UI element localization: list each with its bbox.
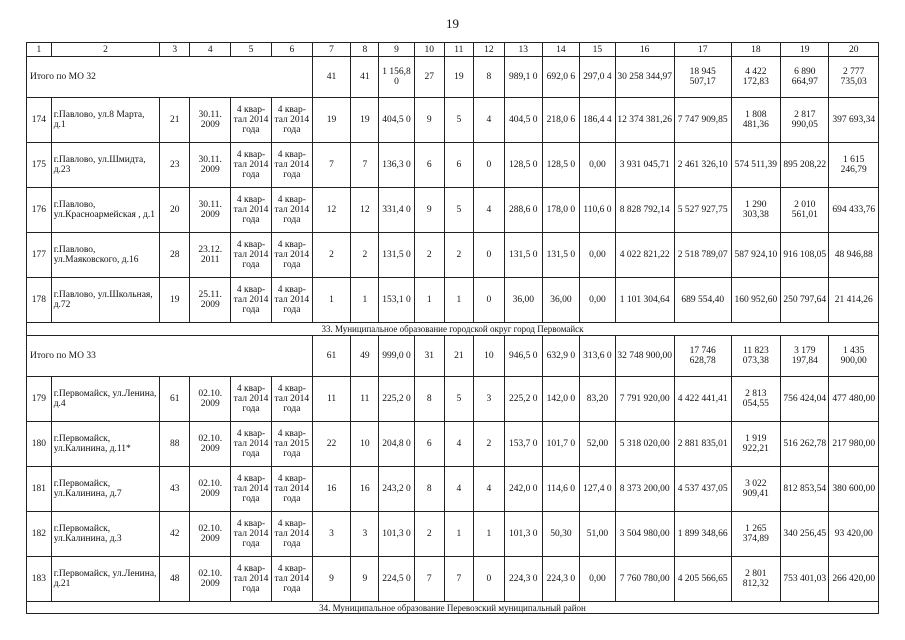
column-header: 9 — [379, 43, 414, 57]
table-cell: 2 817 990,05 — [781, 98, 829, 143]
table-cell: 2 813 054,55 — [731, 377, 780, 422]
table-cell: 3 — [473, 377, 504, 422]
table-cell: 4 квар- тал 2014 года — [231, 188, 272, 233]
table-cell: 224,3 0 — [542, 557, 580, 602]
table-cell: 7 — [351, 143, 379, 188]
table-cell: 153,1 0 — [379, 278, 414, 323]
table-cell: 30.11. 2009 — [190, 188, 231, 233]
table-cell: 16 — [312, 467, 351, 512]
table-cell: г.Павлово, ул.Красноармейская , д.1 — [51, 188, 160, 233]
table-cell: 3 022 909,41 — [731, 467, 780, 512]
table-cell: 88 — [160, 422, 190, 467]
table-cell: 895 208,22 — [781, 143, 829, 188]
total-cell: 30 258 344,97 — [615, 57, 674, 98]
table-cell: 02.10. 2009 — [190, 512, 231, 557]
table-cell: 689 554,40 — [674, 278, 731, 323]
total-cell: 49 — [351, 336, 379, 377]
table-cell: 23.12. 2011 — [190, 233, 231, 278]
column-header: 1 — [27, 43, 52, 57]
table-cell: 4 квар- тал 2014 года — [271, 512, 312, 557]
total-cell: 10 — [473, 336, 504, 377]
table-cell: 21 414,26 — [829, 278, 879, 323]
table-cell: 224,3 0 — [505, 557, 543, 602]
data-table — [26, 42, 879, 614]
table-cell: 225,2 0 — [505, 377, 543, 422]
total-cell: 17 746 628,78 — [674, 336, 731, 377]
table-cell: 10 — [351, 422, 379, 467]
column-header: 18 — [731, 43, 780, 57]
table-cell: 1 — [414, 278, 444, 323]
table-cell: 02.10. 2009 — [190, 422, 231, 467]
table-cell: 4 205 566,65 — [674, 557, 731, 602]
table-cell: 6 — [444, 143, 473, 188]
table-cell: г.Первомайск, ул.Калинина, д.3 — [51, 512, 160, 557]
total-cell: 3 179 197,84 — [781, 336, 829, 377]
table-cell: 8 — [414, 467, 444, 512]
table-cell: 1 101 304,64 — [615, 278, 674, 323]
table-cell: 4 — [444, 422, 473, 467]
table-cell: 2 — [444, 233, 473, 278]
table-cell: 0,00 — [580, 233, 615, 278]
table-cell: 131,5 0 — [379, 233, 414, 278]
total-cell: 21 — [444, 336, 473, 377]
table-cell: г.Первомайск, ул.Ленина, д.21 — [51, 557, 160, 602]
section-row — [27, 602, 879, 614]
table-cell: 7 — [414, 557, 444, 602]
table-cell: 1 — [473, 512, 504, 557]
column-header: 4 — [190, 43, 231, 57]
table-cell: 0,00 — [580, 143, 615, 188]
table-cell: 4 квар- тал 2014 года — [231, 98, 272, 143]
table-cell: 9 — [312, 557, 351, 602]
table-cell: 217 980,00 — [829, 422, 879, 467]
table-cell: 2 801 812,32 — [731, 557, 780, 602]
table-cell: 8 — [414, 377, 444, 422]
table-cell: 101,3 0 — [505, 512, 543, 557]
table-cell: 266 420,00 — [829, 557, 879, 602]
table-cell: 180 — [27, 422, 52, 467]
table-cell: 175 — [27, 143, 52, 188]
total-cell: 1 435 900,00 — [829, 336, 879, 377]
table-cell: 4 022 821,22 — [615, 233, 674, 278]
table-cell: 128,5 0 — [542, 143, 580, 188]
column-header: 12 — [473, 43, 504, 57]
table-cell: 7 — [444, 557, 473, 602]
table-cell: 4 422 441,41 — [674, 377, 731, 422]
table-cell: 136,3 0 — [379, 143, 414, 188]
table-cell: 182 — [27, 512, 52, 557]
table-cell: 916 108,05 — [781, 233, 829, 278]
table-cell: 22 — [312, 422, 351, 467]
table-row — [27, 98, 879, 143]
table-cell: 587 924,10 — [731, 233, 780, 278]
column-header: 2 — [51, 43, 160, 57]
table-cell: 101,3 0 — [379, 512, 414, 557]
table-cell: 127,4 0 — [580, 467, 615, 512]
table-cell: 4 квар- тал 2015 года — [271, 422, 312, 467]
table-cell: 4 квар- тал 2014 года — [271, 188, 312, 233]
table-cell: 340 256,45 — [781, 512, 829, 557]
table-cell: 2 — [312, 233, 351, 278]
table-cell: г.Павлово, ул.Школьная, д.72 — [51, 278, 160, 323]
table-cell: 4 квар- тал 2014 года — [271, 377, 312, 422]
table-cell: 36,00 — [542, 278, 580, 323]
table-cell: 2 881 835,01 — [674, 422, 731, 467]
total-cell: 989,1 0 — [505, 57, 543, 98]
table-cell: 160 952,60 — [731, 278, 780, 323]
table-cell: 2 010 561,01 — [781, 188, 829, 233]
table-cell: 131,5 0 — [542, 233, 580, 278]
page-number: 19 — [446, 16, 459, 31]
table-cell: 224,5 0 — [379, 557, 414, 602]
column-header: 10 — [414, 43, 444, 57]
table-cell: 12 374 381,26 — [615, 98, 674, 143]
table-cell: 4 квар- тал 2014 года — [271, 557, 312, 602]
table-row — [27, 467, 879, 512]
table-cell: 0,00 — [580, 278, 615, 323]
table-cell: 5 318 020,00 — [615, 422, 674, 467]
table-cell: 2 461 326,10 — [674, 143, 731, 188]
table-cell: 19 — [312, 98, 351, 143]
table-cell: 4 — [473, 467, 504, 512]
table-cell: 02.10. 2009 — [190, 377, 231, 422]
table-row — [27, 278, 879, 323]
table-cell: 36,00 — [505, 278, 543, 323]
table-row — [27, 143, 879, 188]
table-cell: 0 — [473, 143, 504, 188]
total-cell: 41 — [312, 57, 351, 98]
column-header: 8 — [351, 43, 379, 57]
table-cell: 52,00 — [580, 422, 615, 467]
table-row — [27, 377, 879, 422]
table-cell: 43 — [160, 467, 190, 512]
table-cell: 142,0 0 — [542, 377, 580, 422]
total-cell: 1 156,8 0 — [379, 57, 414, 98]
table-cell: 177 — [27, 233, 52, 278]
table-cell: 225,2 0 — [379, 377, 414, 422]
table-cell: 243,2 0 — [379, 467, 414, 512]
total-cell: 61 — [312, 336, 351, 377]
table-cell: 21 — [160, 98, 190, 143]
table-cell: 7 791 920,00 — [615, 377, 674, 422]
table-row — [27, 557, 879, 602]
table-cell: 0 — [473, 557, 504, 602]
table-cell: 61 — [160, 377, 190, 422]
column-header: 7 — [312, 43, 351, 57]
table-cell: 4 квар- тал 2014 года — [231, 233, 272, 278]
table-cell: 8 828 792,14 — [615, 188, 674, 233]
total-row — [27, 57, 879, 98]
table-cell: 2 — [351, 233, 379, 278]
table-cell: 20 — [160, 188, 190, 233]
table-cell: 30.11. 2009 — [190, 98, 231, 143]
table-cell: 50,30 — [542, 512, 580, 557]
table-cell: 1 899 348,66 — [674, 512, 731, 557]
table-cell: 1 919 922,21 — [731, 422, 780, 467]
table-cell: 5 527 927,75 — [674, 188, 731, 233]
table-cell: 51,00 — [580, 512, 615, 557]
column-header: 3 — [160, 43, 190, 57]
table-cell: г.Павлово, ул.Маяковского, д.16 — [51, 233, 160, 278]
total-cell: 8 — [473, 57, 504, 98]
total-cell: 19 — [444, 57, 473, 98]
table-cell: 101,7 0 — [542, 422, 580, 467]
table-cell: 4 квар- тал 2014 года — [231, 422, 272, 467]
table-cell: 9 — [414, 98, 444, 143]
table-cell: 16 — [351, 467, 379, 512]
table-cell: г.Павлово, ул.Шмидта, д.23 — [51, 143, 160, 188]
table-cell: 4 — [473, 188, 504, 233]
table-cell: 1 615 246,79 — [829, 143, 879, 188]
table-cell: 4 квар- тал 2014 года — [231, 278, 272, 323]
total-cell: 31 — [414, 336, 444, 377]
total-cell: 4 422 172,83 — [731, 57, 780, 98]
table-cell: 694 433,76 — [829, 188, 879, 233]
total-row — [27, 336, 879, 377]
table-cell: 4 квар- тал 2014 года — [231, 143, 272, 188]
table-cell: 1 265 374,89 — [731, 512, 780, 557]
column-header: 20 — [829, 43, 879, 57]
table-cell: 4 квар- тал 2014 года — [231, 557, 272, 602]
table-cell: 153,7 0 — [505, 422, 543, 467]
table-cell: 516 262,78 — [781, 422, 829, 467]
table-cell: 19 — [351, 98, 379, 143]
table-cell: 4 квар- тал 2014 года — [231, 512, 272, 557]
table-cell: 19 — [160, 278, 190, 323]
table-cell: 9 — [351, 557, 379, 602]
total-cell: 18 945 507,17 — [674, 57, 731, 98]
table-cell: 48 — [160, 557, 190, 602]
table-cell: 8 373 200,00 — [615, 467, 674, 512]
table-row — [27, 422, 879, 467]
table-cell: 28 — [160, 233, 190, 278]
table-cell: 178,0 0 — [542, 188, 580, 233]
table-cell: 4 квар- тал 2014 года — [271, 233, 312, 278]
table-cell: 0,00 — [580, 557, 615, 602]
total-cell: 692,0 6 — [542, 57, 580, 98]
table-cell: 2 518 789,07 — [674, 233, 731, 278]
column-header: 15 — [580, 43, 615, 57]
total-cell: 27 — [414, 57, 444, 98]
table-cell: г.Первомайск, ул.Ленина, д.4 — [51, 377, 160, 422]
table-cell: 11 — [351, 377, 379, 422]
table-cell: 1 — [351, 278, 379, 323]
table-cell: 1 808 481,36 — [731, 98, 780, 143]
table-row — [27, 233, 879, 278]
table-cell: 128,5 0 — [505, 143, 543, 188]
table-cell: 242,0 0 — [505, 467, 543, 512]
table-row — [27, 188, 879, 233]
table-cell: 1 — [312, 278, 351, 323]
column-header: 11 — [444, 43, 473, 57]
table-cell: 1 — [444, 278, 473, 323]
table-cell: 23 — [160, 143, 190, 188]
table-cell: 4 квар- тал 2014 года — [271, 98, 312, 143]
total-cell: 32 748 900,00 — [615, 336, 674, 377]
column-header-row — [27, 43, 879, 57]
table-cell: 181 — [27, 467, 52, 512]
table-cell: 30.11. 2009 — [190, 143, 231, 188]
table-cell: 404,5 0 — [505, 98, 543, 143]
table-cell: 4 квар- тал 2014 года — [231, 377, 272, 422]
table-cell: г.Первомайск, ул.Калинина, д.11* — [51, 422, 160, 467]
section-title: 33. Муниципальное образование городской округ город Первомайск — [27, 323, 879, 336]
total-cell: 41 — [351, 57, 379, 98]
table-cell: 83,20 — [580, 377, 615, 422]
total-label: Итого по МО 32 — [27, 57, 313, 98]
table-cell: 2 — [414, 233, 444, 278]
table-cell: 12 — [351, 188, 379, 233]
table-cell: 12 — [312, 188, 351, 233]
table-cell: 176 — [27, 188, 52, 233]
table-body — [27, 43, 879, 614]
column-header: 13 — [505, 43, 543, 57]
table-cell: 183 — [27, 557, 52, 602]
table-cell: 404,5 0 — [379, 98, 414, 143]
table-cell: г.Павлово, ул.8 Марта, д.1 — [51, 98, 160, 143]
table-cell: 25.11. 2009 — [190, 278, 231, 323]
table-cell: 7 760 780,00 — [615, 557, 674, 602]
table-cell: 756 424,04 — [781, 377, 829, 422]
table-cell: 174 — [27, 98, 52, 143]
table-cell: 186,4 4 — [580, 98, 615, 143]
total-cell: 11 823 073,38 — [731, 336, 780, 377]
table-cell: 6 — [414, 422, 444, 467]
table-cell: 574 511,39 — [731, 143, 780, 188]
table-cell: 288,6 0 — [505, 188, 543, 233]
table-cell: 4 537 437,05 — [674, 467, 731, 512]
table-cell: 179 — [27, 377, 52, 422]
table-cell: 114,6 0 — [542, 467, 580, 512]
table-cell: 110,6 0 — [580, 188, 615, 233]
table-cell: 4 квар- тал 2014 года — [271, 278, 312, 323]
table-cell: 5 — [444, 98, 473, 143]
table-cell: 3 504 980,00 — [615, 512, 674, 557]
table-cell: 5 — [444, 377, 473, 422]
column-header: 6 — [271, 43, 312, 57]
table-cell: 02.10. 2009 — [190, 467, 231, 512]
section-row — [27, 323, 879, 336]
table-cell: 3 — [312, 512, 351, 557]
table-cell: 204,8 0 — [379, 422, 414, 467]
column-header: 16 — [615, 43, 674, 57]
table-cell: 218,0 6 — [542, 98, 580, 143]
table-cell: 2 — [473, 422, 504, 467]
total-cell: 6 890 664,97 — [781, 57, 829, 98]
table-cell: 250 797,64 — [781, 278, 829, 323]
total-cell: 313,6 0 — [580, 336, 615, 377]
table-cell: 0 — [473, 233, 504, 278]
table-cell: 380 600,00 — [829, 467, 879, 512]
table-cell: 0 — [473, 278, 504, 323]
table-cell: 4 — [473, 98, 504, 143]
table-cell: 4 — [444, 467, 473, 512]
table-cell: 9 — [414, 188, 444, 233]
table-cell: 331,4 0 — [379, 188, 414, 233]
table-cell: 02.10. 2009 — [190, 557, 231, 602]
total-cell: 2 777 735,03 — [829, 57, 879, 98]
table-cell: 477 480,00 — [829, 377, 879, 422]
table-cell: 397 693,34 — [829, 98, 879, 143]
table-cell: 1 — [444, 512, 473, 557]
table-cell: 5 — [444, 188, 473, 233]
table-cell: 93 420,00 — [829, 512, 879, 557]
total-cell: 999,0 0 — [379, 336, 414, 377]
table-cell: 753 401,03 — [781, 557, 829, 602]
table-cell: 3 931 045,71 — [615, 143, 674, 188]
table-cell: 1 290 303,38 — [731, 188, 780, 233]
table-cell: 178 — [27, 278, 52, 323]
column-header: 5 — [231, 43, 272, 57]
table-cell: 4 квар- тал 2014 года — [271, 467, 312, 512]
column-header: 14 — [542, 43, 580, 57]
section-title: 34. Муниципальное образование Перевозский муниципальный район — [27, 602, 879, 614]
table-cell: 6 — [414, 143, 444, 188]
column-header: 17 — [674, 43, 731, 57]
table-cell: 4 квар- тал 2014 года — [271, 143, 312, 188]
total-cell: 946,5 0 — [505, 336, 543, 377]
table-cell: 48 946,88 — [829, 233, 879, 278]
total-label: Итого по МО 33 — [27, 336, 313, 377]
total-cell: 632,9 0 — [542, 336, 580, 377]
table-cell: 3 — [351, 512, 379, 557]
table-cell: 812 853,54 — [781, 467, 829, 512]
table-cell: г.Первомайск, ул.Калинина, д.7 — [51, 467, 160, 512]
table-cell: 7 — [312, 143, 351, 188]
column-header: 19 — [781, 43, 829, 57]
table-cell: 7 747 909,85 — [674, 98, 731, 143]
table-row — [27, 512, 879, 557]
table-cell: 11 — [312, 377, 351, 422]
table-cell: 42 — [160, 512, 190, 557]
table-cell: 131,5 0 — [505, 233, 543, 278]
table-cell: 4 квар- тал 2014 года — [231, 467, 272, 512]
table-cell: 2 — [414, 512, 444, 557]
total-cell: 297,0 4 — [580, 57, 615, 98]
